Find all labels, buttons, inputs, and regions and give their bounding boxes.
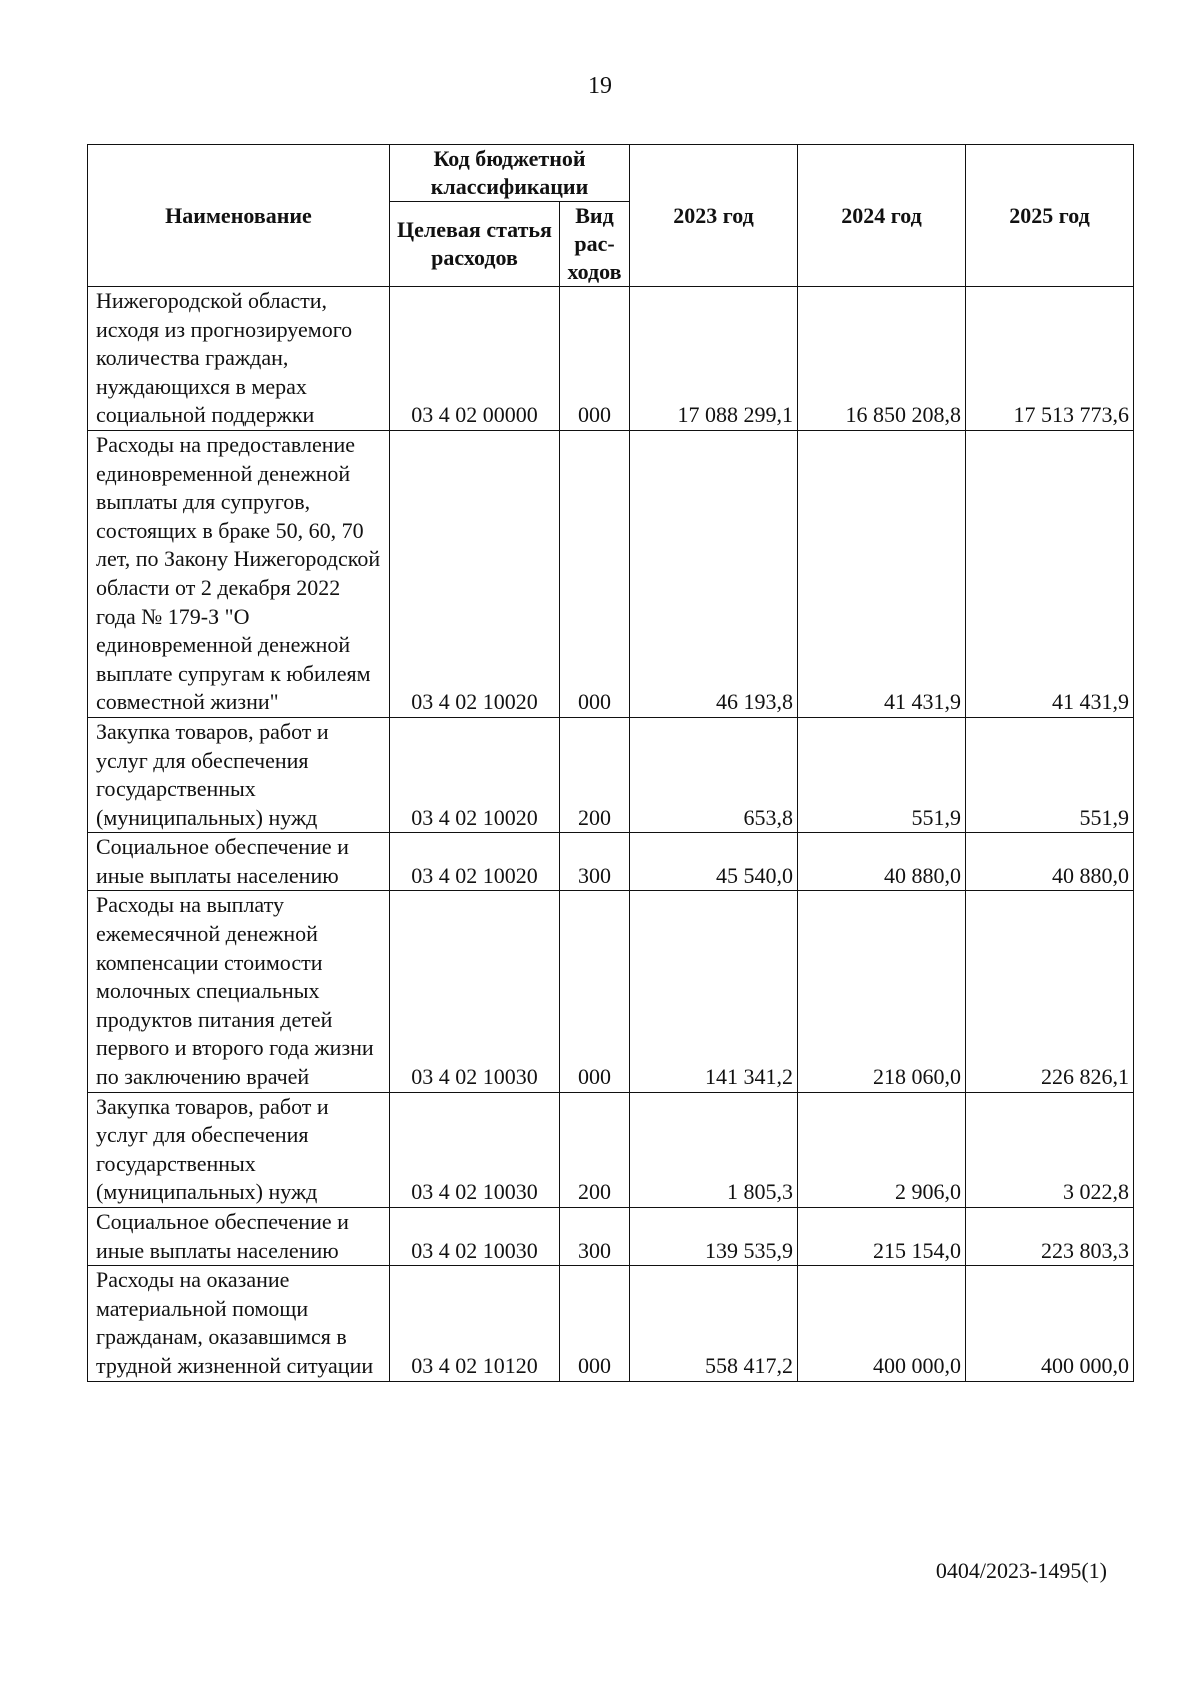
row-2024-cell: 215 154,0: [798, 1208, 966, 1266]
row-2023-cell: 46 193,8: [630, 430, 798, 717]
row-2023-cell: 141 341,2: [630, 891, 798, 1092]
row-code-cell: 03 4 02 10030: [390, 1092, 560, 1207]
row-2025-cell: 40 880,0: [966, 833, 1134, 891]
table-row: [88, 833, 1134, 891]
row-name-cell: Расходы на предоставление единовременной денежной выплаты для супругов, состоящих в браке 50, 60, 70 лет, по Закону Нижегородской области от 2 декабря 2022 года № 179-З "О единовременной денежной выплате супругам к юбилеям совместной жизни": [88, 430, 390, 717]
row-name-cell: Расходы на выплату ежемесячной денежной компенсации стоимости молочных специальных продуктов питания детей первого и второго года жизни по заключению врачей: [88, 891, 390, 1092]
row-2023-cell: 45 540,0: [630, 833, 798, 891]
row-code-cell: 03 4 02 00000: [390, 287, 560, 431]
row-2025-cell: 400 000,0: [966, 1266, 1134, 1381]
header-year-2025: 2025 год: [966, 145, 1134, 287]
row-type-cell: 300: [560, 833, 630, 891]
row-2023-cell: 139 535,9: [630, 1208, 798, 1266]
row-code-cell: 03 4 02 10020: [390, 430, 560, 717]
document-number: 0404/2023-1495(1): [935, 1558, 1107, 1583]
header-year-2024: 2024 год: [798, 145, 966, 287]
table-body: [88, 287, 1134, 1382]
row-name-cell: Расходы на оказание материальной помощи гражданам, оказавшимся в трудной жизненной ситуации: [88, 1266, 390, 1381]
row-2023-cell: 17 088 299,1: [630, 287, 798, 431]
row-2024-cell: 400 000,0: [798, 1266, 966, 1381]
row-2024-cell: 40 880,0: [798, 833, 966, 891]
row-2025-cell: 551,9: [966, 717, 1134, 832]
row-2023-cell: 1 805,3: [630, 1092, 798, 1207]
table-row: [88, 430, 1134, 717]
row-2024-cell: 16 850 208,8: [798, 287, 966, 431]
row-type-cell: 300: [560, 1208, 630, 1266]
row-2023-cell: 653,8: [630, 717, 798, 832]
header-name: Наименование: [88, 145, 390, 287]
row-2024-cell: 41 431,9: [798, 430, 966, 717]
row-2024-cell: 218 060,0: [798, 891, 966, 1092]
table-row: [88, 1266, 1134, 1381]
budget-table: [87, 144, 1134, 1382]
row-type-cell: 000: [560, 287, 630, 431]
table-row: [88, 287, 1134, 431]
row-type-cell: 200: [560, 717, 630, 832]
row-name-cell: Закупка товаров, работ и услуг для обеспечения государственных (муниципальных) нужд: [88, 717, 390, 832]
table-header: [88, 145, 1134, 287]
row-2024-cell: 551,9: [798, 717, 966, 832]
header-target-article: Целевая статья расходов: [390, 202, 560, 287]
row-code-cell: 03 4 02 10120: [390, 1266, 560, 1381]
row-2025-cell: 17 513 773,6: [966, 287, 1134, 431]
row-type-cell: 200: [560, 1092, 630, 1207]
header-code-group: Код бюджетной классификации: [390, 145, 630, 202]
row-code-cell: 03 4 02 10030: [390, 1208, 560, 1266]
row-2025-cell: 41 431,9: [966, 430, 1134, 717]
row-name-cell: Социальное обеспечение и иные выплаты населению: [88, 833, 390, 891]
table-row: [88, 1208, 1134, 1266]
row-name-cell: Нижегородской области, исходя из прогнозируемого количества граждан, нуждающихся в мерах социальной поддержки: [88, 287, 390, 431]
header-year-2023: 2023 год: [630, 145, 798, 287]
row-2024-cell: 2 906,0: [798, 1092, 966, 1207]
table-row: [88, 1092, 1134, 1207]
row-2023-cell: 558 417,2: [630, 1266, 798, 1381]
row-name-cell: Закупка товаров, работ и услуг для обеспечения государственных (муниципальных) нужд: [88, 1092, 390, 1207]
header-expense-type: Вид рас-ходов: [560, 202, 630, 287]
row-type-cell: 000: [560, 430, 630, 717]
row-2025-cell: 223 803,3: [966, 1208, 1134, 1266]
row-type-cell: 000: [560, 1266, 630, 1381]
row-2025-cell: 3 022,8: [966, 1092, 1134, 1207]
table-row: [88, 717, 1134, 832]
row-2025-cell: 226 826,1: [966, 891, 1134, 1092]
row-code-cell: 03 4 02 10030: [390, 891, 560, 1092]
page-number: 19: [588, 73, 612, 99]
row-code-cell: 03 4 02 10020: [390, 833, 560, 891]
table-row: [88, 891, 1134, 1092]
row-type-cell: 000: [560, 891, 630, 1092]
row-code-cell: 03 4 02 10020: [390, 717, 560, 832]
row-name-cell: Социальное обеспечение и иные выплаты населению: [88, 1208, 390, 1266]
